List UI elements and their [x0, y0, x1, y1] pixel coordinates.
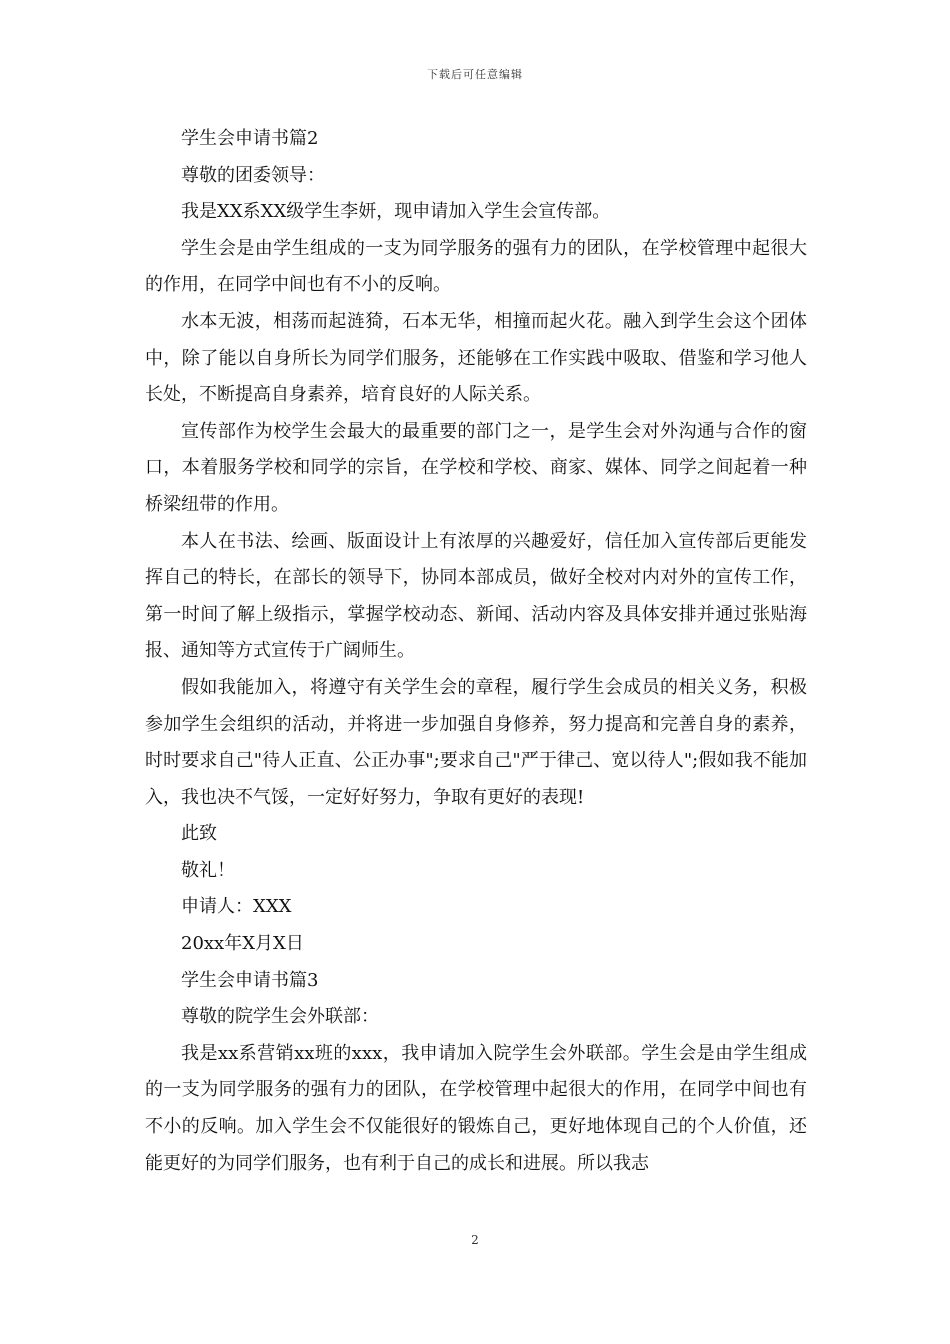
paragraph: 宣传部作为校学生会最大的最重要的部门之一，是学生会对外沟通与合作的窗口，本着服务学校和同学的宗旨，在学校和学校、商家、媒体、同学之间起着一种桥梁纽带的作用。 [145, 420, 807, 515]
page-number: 2 [471, 1233, 479, 1247]
salutation: 尊敬的院学生会外联部： [181, 1006, 379, 1028]
paragraph: 学生会是由学生组成的一支为同学服务的强有力的团队，在学校管理中起很大的作用，在同学中间也有不小的反响。 [145, 237, 807, 296]
paragraph: 我是XX系XX级学生李妍，现申请加入学生会宣传部。 [181, 201, 611, 223]
applicant-signature: 申请人：XXX [181, 896, 292, 918]
section-title-3: 学生会申请书篇3 [181, 969, 319, 991]
section-title-2: 学生会申请书篇2 [181, 128, 319, 149]
document-body [145, 121, 807, 1182]
page-header: 下载后可任意编辑 [427, 68, 523, 81]
paragraph: 假如我能加入，将遵守有关学生会的章程，履行学生会成员的相关义务，积极参加学生会组织的活动，并将进一步加强自身修养，努力提高和完善自身的素养，时时要求自己"待人正直、公正办事";要求自己"严于律己、宽以待人";假如我不能加入，我也决不气馁，一定好好努力，争取有更好的表现! [145, 676, 807, 808]
paragraph: 水本无波，相荡而起涟猗，石本无华，相撞而起火花。融入到学生会这个团体中，除了能以自身所长为同学们服务，还能够在工作实践中吸取、借鉴和学习他人长处，不断提高自身素养，培育良好的人际关系。 [145, 310, 807, 406]
closing-regards: 敬礼！ [181, 859, 235, 881]
closing-line: 此致 [181, 823, 217, 845]
salutation: 尊敬的团委领导： [181, 164, 325, 186]
date-line: 20xx年X月X日 [181, 933, 304, 955]
paragraph: 我是xx系营销xx班的xxx，我申请加入院学生会外联部。学生会是由学生组成的一支为同学服务的强有力的团队，在学校管理中起很大的作用，在同学中间也有不小的反响。加入学生会不仅能很好的锻炼自己，更好地体现自己的个人价值，还能更好的为同学们服务，也有利于自己的成长和进展。所以我志 [145, 1042, 807, 1174]
paragraph: 本人在书法、绘画、版面设计上有浓厚的兴趣爱好，信任加入宣传部后更能发挥自己的特长，在部长的领导下，协同本部成员，做好全校对内对外的宣传工作，第一时间了解上级指示，掌握学校动态、新闻、活动内容及具体安排并通过张贴海报、通知等方式宣传于广阔师生。 [145, 530, 807, 662]
